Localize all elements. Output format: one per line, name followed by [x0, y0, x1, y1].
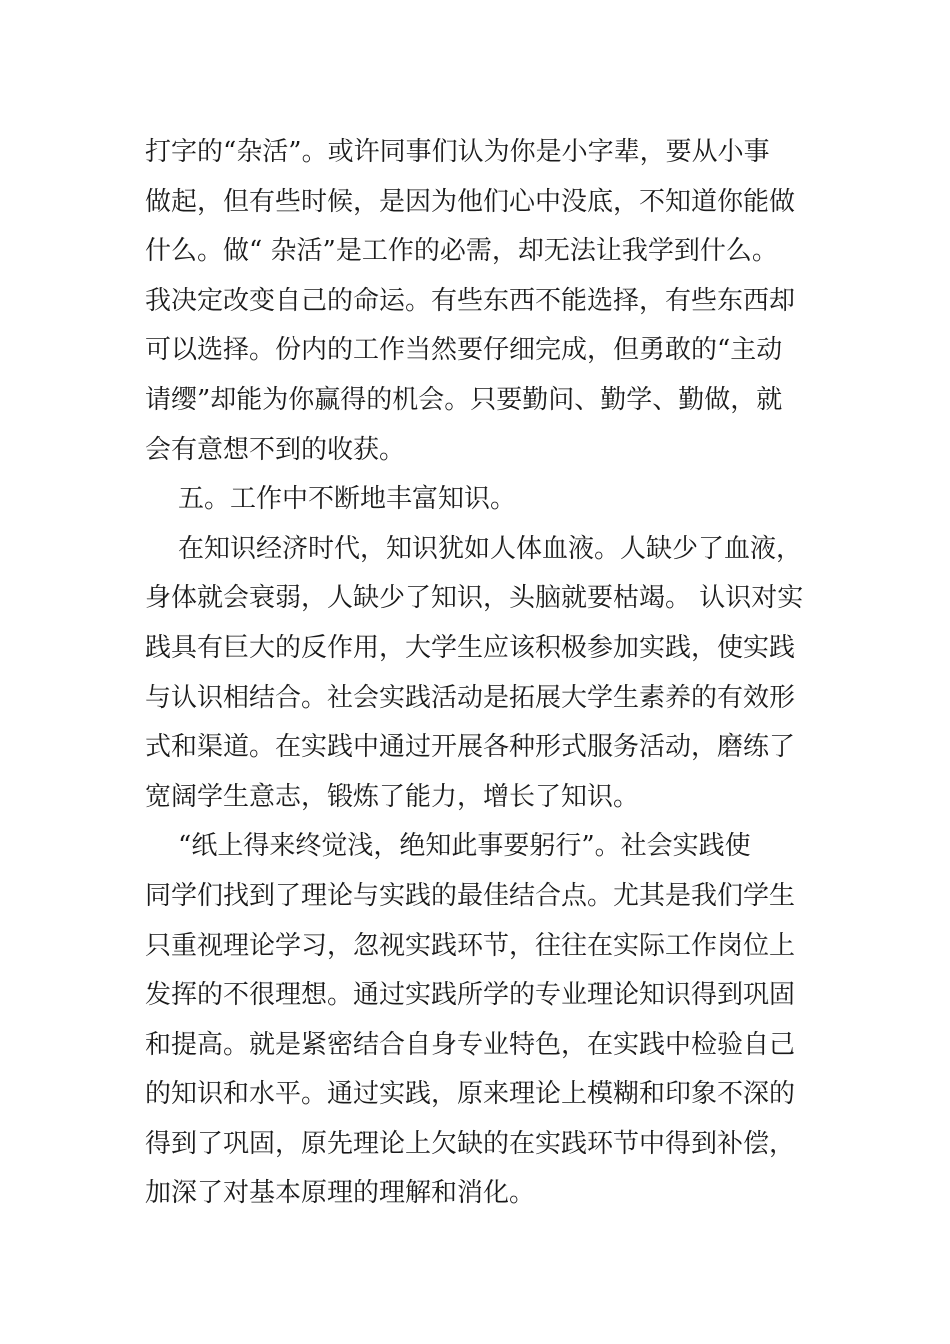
text-line: 身体就会衰弱，人缺少了知识，头脑就要枯竭。 认识对实: [145, 583, 804, 614]
text-line: 与认识相结合。社会实践活动是拓展大学生素养的有效形: [145, 682, 796, 713]
text-line: 得到了巩固，原先理论上欠缺的在实践环节中得到补偿，: [145, 1128, 796, 1159]
text-line: 和提高。就是紧密结合自身专业特色，在实践中检验自己: [145, 1029, 796, 1060]
text-line: 在知识经济时代，知识犹如人体血液。人缺少了血液，: [145, 533, 803, 564]
section-heading: 五。工作中不断地丰富知识。: [145, 484, 517, 515]
text-line: 宽阔学生意志，锻炼了能力，增长了知识。: [145, 781, 640, 812]
text-line: 打字的“杂活”。或许同事们认为你是小字辈，要从小事: [145, 137, 770, 167]
text-line: 会有意想不到的收获。: [145, 434, 406, 465]
text-line: 请缨”却能为你赢得的机会。只要勤问、勤学、勤做，就: [145, 384, 783, 415]
text-line: 式和渠道。在实践中通过开展各种形式服务活动，磨练了: [145, 732, 796, 763]
text-line: 的知识和水平。通过实践，原来理论上模糊和印象不深的: [145, 1079, 796, 1110]
text-line: 只重视理论学习，忽视实践环节，往往在实际工作岗位上: [145, 930, 796, 961]
text-line: “纸上得来终觉浅，绝知此事要躬行”。社会实践使: [145, 831, 751, 862]
document-body: [145, 128, 825, 1219]
text-line: 我决定改变自己的命运。有些东西不能选择，有些东西却: [145, 285, 796, 316]
text-line: 同学们找到了理论与实践的最佳结合点。尤其是我们学生: [145, 880, 796, 911]
text-line: 什么。做“ 杂活”是工作的必需，却无法让我学到什么。: [145, 236, 778, 267]
text-line: 做起，但有些时候，是因为他们心中没底，不知道你能做: [145, 186, 796, 217]
text-line: 可以选择。份内的工作当然要仔细完成，但勇敢的“主动: [145, 335, 783, 366]
text-line: 践具有巨大的反作用，大学生应该积极参加实践，使实践: [145, 632, 796, 663]
text-line: 加深了对基本原理的理解和消化。: [145, 1178, 536, 1209]
text-line: 发挥的不很理想。通过实践所学的专业理论知识得到巩固: [145, 980, 796, 1011]
